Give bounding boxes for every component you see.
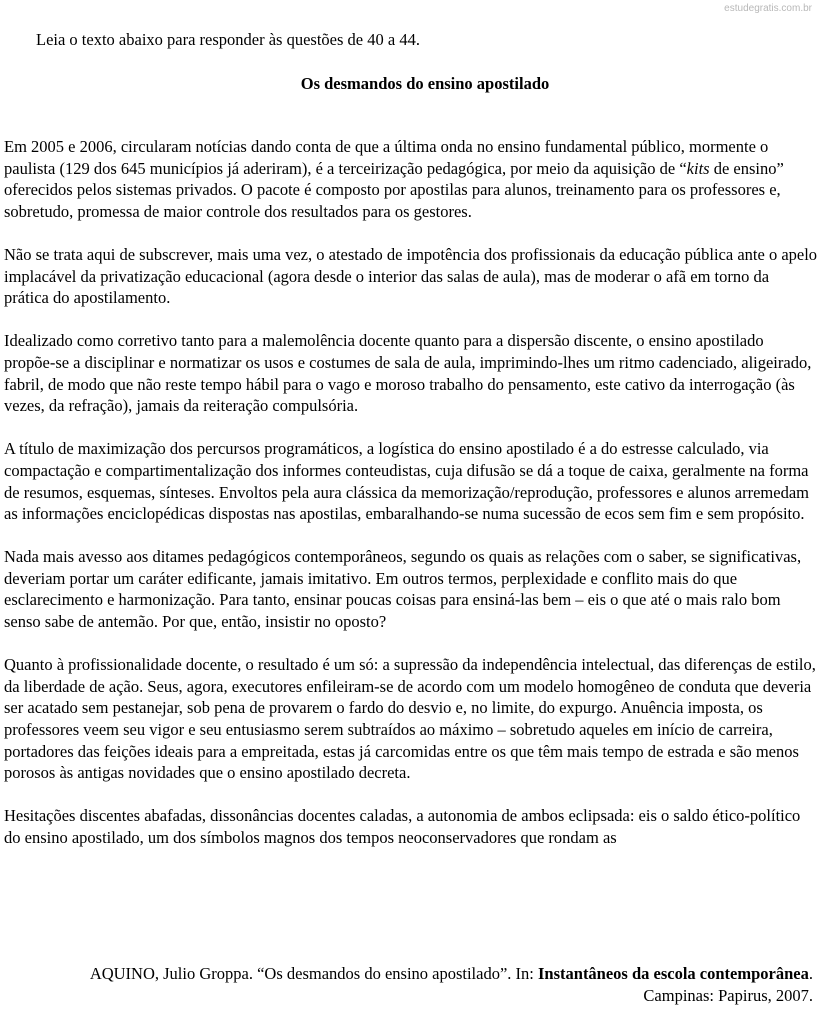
- article-body: [4, 136, 818, 870]
- paragraph-4: A título de maximização dos percursos programáticos, a logística do ensino apostilado é a do estresse calculado, via compactação e compartimentalização dos informes conteudistas, cuja difusão se dá a toque de caixa, geralmente na forma de resumos, esquemas, sínteses. Envoltos pela aura clássica da memorização/reprodução, professores e alunos arremedam as informações enciclopédicas dispostas nas apostilas, embaralhando-se numa sucessão de ecos sem fim e sem propósito.: [4, 439, 809, 524]
- source-citation: [0, 963, 813, 1007]
- paragraph-6: Quanto à profissionalidade docente, o resultado é um só: a supressão da independência intelectual, das diferenças de estilo, da liberdade de ação. Seus, agora, executores enfileiram-se de acordo com um modelo homogêneo de conduta que deveria ser acatado sem pestanejar, sob pena de provarem o fardo do desvio e, no limite, do expurgo. Anuência imposta, os professores veem seu vigor e seu entusiasmo serem subtraídos ao máximo – sobretudo aqueles em início de carreira, portadores das feições ideais para a empreitada, estas já carcomidas entre os que têm mais tempo de estrada e são menos porosos às antigas novidades que o ensino apostilado decreta.: [4, 655, 816, 783]
- citation-author-prefix: AQUINO, Julio Groppa. “Os desmandos do ensino apostilado”. In:: [89, 964, 538, 983]
- paragraph-2: Não se trata aqui de subscrever, mais uma vez, o atestado de impotência dos profissionais da educação pública ante o apelo implacável da privatização educacional (agora desde o interior das salas de aula), mas de moderar o afã em torno da prática do apostilamento.: [4, 244, 818, 308]
- paragraph-7: Hesitações discentes abafadas, dissonâncias docentes caladas, a autonomia de ambos eclipsada: eis o saldo ético-político do ensino apostilado, um dos símbolos magnos dos tempos neoconservadores que rondam as: [4, 806, 801, 847]
- site-watermark: estudegratis.com.br: [724, 3, 812, 14]
- article-title: Os desmandos do ensino apostilado: [300, 74, 550, 93]
- paragraph-3: Idealizado como corretivo tanto para a malemolência docente quanto para a dispersão discente, o ensino apostilado propõe-se a disciplinar e normatizar os usos e costumes de sala de aula, imprimindo-lhes um ritmo cadenciado, aligeirado, fabril, de modo que não reste tempo hábil para o vago e moroso trabalho do pensamento, este cativo da interrogação (às vezes, da refração), jamais da reiteração compulsória.: [4, 331, 812, 416]
- paragraph-1-text-b: de ensino” oferecidos pelos sistemas privados. O pacote é composto por apostilas para alunos, treinamento para os professores e, sobretudo, promessa de maior controle dos resultados para os gestores.: [4, 158, 784, 221]
- paragraph-1: [4, 136, 818, 222]
- paragraph-1-italic-term: kits: [686, 158, 710, 178]
- paragraph-1-text-a: Em 2005 e 2006, circularam notícias dando conta de que a última onda no ensino fundamental público, mormente o paulista (129 dos 645 municípios já aderiram), é a terceirização pedagógica, por meio da aquisição de “: [4, 137, 769, 178]
- citation-book-title: Instantâneos da escola contemporânea: [538, 964, 809, 983]
- citation-line-1: [0, 963, 813, 985]
- paragraph-5: Nada mais avesso aos ditames pedagógicos contemporâneos, segundo os quais as relações com o saber, se significativas, deveriam portar um caráter edificante, jamais imitativo. Em outros termos, perplexidade e conflito mais do que esclarecimento e harmonização. Para tanto, ensinar poucas coisas para ensiná-las bem – eis o que até o mais ralo bom senso sabe de antemão. Por que, então, insistir no oposto?: [4, 547, 802, 632]
- question-instruction: Leia o texto abaixo para responder às questões de 40 a 44.: [36, 30, 420, 49]
- citation-period: .: [808, 964, 813, 983]
- citation-publisher: Campinas: Papirus, 2007.: [643, 986, 813, 1005]
